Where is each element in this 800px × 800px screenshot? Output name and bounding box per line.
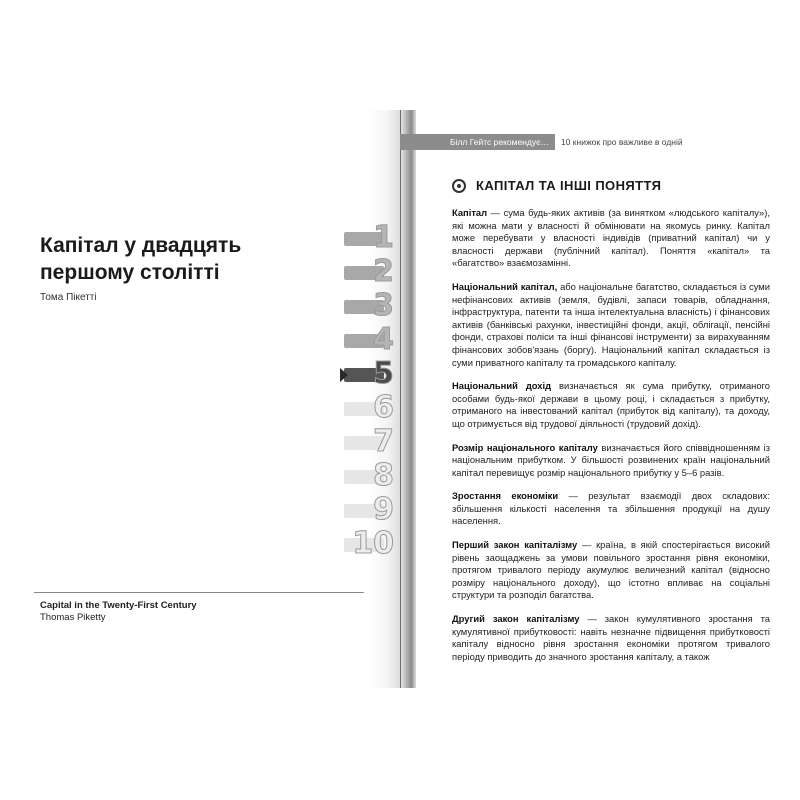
- definition-paragraph: [452, 442, 770, 480]
- chapter-step-2: [344, 254, 400, 289]
- chapter-number: 2: [373, 254, 394, 289]
- definition-paragraph: [452, 490, 770, 528]
- section-heading: [452, 178, 661, 193]
- definition-text: або національне багатство, складається із суми нефінансових активів (земля, будівлі, запаси товарів, обладнання, інфраструктура, патенти та інша інтелектуальна власність) і фінансових активів (банківські рахунки, інвестиційні фонди, акції, облігації, пенсійні фонди, страхові поліси та інші фінансові інструменти) за вирахуванням фінансових зобов'язань (боргу). Національний капітал складається із суми приватного капіталу та громадського капіталу.: [452, 280, 770, 368]
- section-title: КАПІТАЛ ТА ІНШІ ПОНЯТТЯ: [476, 178, 662, 193]
- chapter-step-7: [344, 424, 400, 459]
- definition-paragraph: [452, 380, 770, 430]
- chapter-number: 6: [373, 390, 394, 425]
- chapter-number: 3: [373, 288, 394, 323]
- target-bullet-icon: [452, 179, 466, 193]
- current-chapter-pointer-icon: [340, 368, 348, 382]
- definition-term: Другий закон капіталізму: [452, 613, 580, 625]
- chapter-step-1: [344, 220, 400, 255]
- definition-text: — сума будь-яких активів (за винятком «людського капіталу»), які можна мати у власності й обмінювати на якомусь ринку. Капітал може перебувати у власності індивідів (приватний капітал) чи у власності держави (публічний капітал). Поняття «капітал» та «багатство» взаємозамінні.: [452, 207, 770, 269]
- original-edition-info: [40, 600, 240, 624]
- chapter-number: 4: [373, 322, 394, 357]
- chapter-ladder: [340, 220, 400, 568]
- chapter-step-4: [344, 322, 400, 357]
- chapter-step-10: [344, 526, 400, 561]
- definition-paragraph: [452, 539, 770, 602]
- chapter-number: 7: [373, 424, 394, 459]
- definition-term: Розмір національного капіталу: [452, 441, 598, 453]
- definition-paragraph: [452, 281, 770, 369]
- chapter-number: 1: [373, 220, 394, 255]
- book-gutter-line: [400, 110, 401, 688]
- definition-text: — закон кумулятивного зростання та кумулятивної прибутковості: навіть незначне підвищення прибутковості капіталу відносно рівня зростання економіки протягом тривалого періоду приводить до значного зростання капіталу, а також: [452, 613, 770, 662]
- chapter-step-5: [344, 356, 400, 391]
- book-author: Тома Пікетті: [40, 292, 97, 303]
- definition-text: визначається його співвідношенням із національним прибутком. У більшості розвинених країн національний капітал перевищує розмір національного прибутку у 5–6 разів.: [452, 441, 770, 478]
- chapter-step-9: [344, 492, 400, 527]
- definition-text: визначається як сума прибутку, отриманого особами будь-якої держави в цьому році, і складається з прибутку, отриманого на інвестований капітал (прибуток від капіталу), та доходу, що отримується від трудової діяльності (трудовий дохід).: [452, 380, 770, 429]
- definition-term: Капітал: [452, 207, 488, 218]
- running-head-subtitle: 10 книжок про важливе в одній: [560, 137, 683, 147]
- original-author: Thomas Piketty: [40, 612, 106, 623]
- book-title: Капітал у двадцять першому столітті: [40, 234, 242, 284]
- chapter-step-8: [344, 458, 400, 493]
- definition-paragraph: [452, 207, 770, 270]
- definition-term: Перший закон капіталізму: [452, 539, 578, 551]
- chapter-number: 8: [373, 458, 394, 493]
- original-title: Capital in the Twenty-First Century: [40, 600, 197, 611]
- definition-text: — результат взаємодії двох складових: збільшення кількості населення та збільшення продукції на душу населення.: [452, 490, 770, 527]
- chapter-step-3: [344, 288, 400, 323]
- definition-term: Національний дохід: [452, 380, 552, 392]
- definition-paragraph: [452, 613, 770, 663]
- running-head: [400, 134, 683, 150]
- chapter-step-6: [344, 390, 400, 425]
- chapter-number: 5: [373, 356, 394, 391]
- running-head-series: Білл Гейтс рекомендує…: [400, 134, 555, 150]
- chapter-number: 10: [352, 526, 394, 561]
- chapter-number: 9: [373, 492, 394, 527]
- definition-term: Національний капітал,: [452, 280, 558, 292]
- section-body: [452, 207, 770, 674]
- definition-text: — країна, в якій спостерігається високий рівень заощаджень за умови повільного зростання рівня економіки, протягом тривалого періоду акумулює величезний капітал (відносно розміру національного доходу), що істотно впливає на соціальні структури та розподіл багатства.: [452, 539, 770, 601]
- definition-term: Зростання економіки: [452, 490, 559, 502]
